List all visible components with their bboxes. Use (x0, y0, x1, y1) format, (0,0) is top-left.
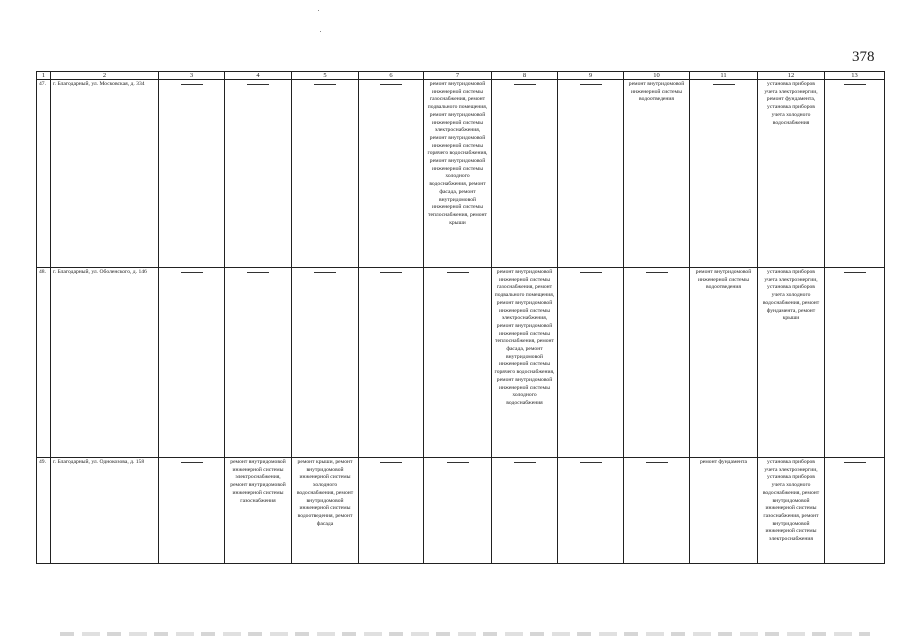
empty-cell (690, 80, 758, 268)
dash-line (247, 272, 269, 273)
page-number: 378 (852, 49, 875, 65)
work-cell: установка приборов учета электроэнергии, установка приборов учета холодного водоснабжения, ремонт фундамента, ремонт крыши (758, 268, 825, 458)
dash-line (580, 462, 602, 463)
dash-line (181, 84, 203, 85)
work-cell: установка приборов учета электроэнергии, ремонт фундамента, установка приборов учета холодного водоснабжения (758, 80, 825, 268)
dash-line (646, 272, 668, 273)
empty-cell (424, 458, 492, 564)
empty-cell (359, 80, 424, 268)
dash-line (380, 272, 402, 273)
work-cell: ремонт фундамента (690, 458, 758, 564)
column-header: 7 (424, 72, 492, 80)
address-cell: г. Благодарный, ул. Московская, д. 334 (51, 80, 159, 268)
empty-cell (624, 268, 690, 458)
empty-cell (825, 458, 885, 564)
column-header: 5 (292, 72, 359, 80)
column-header: 11 (690, 72, 758, 80)
table-row (37, 458, 885, 564)
empty-cell (492, 458, 558, 564)
empty-cell (359, 268, 424, 458)
dash-line (314, 272, 336, 273)
empty-cell (558, 268, 624, 458)
work-cell: ремонт внутридомовой инженерной системы водоотведения (624, 80, 690, 268)
work-cell: ремонт крыши, ремонт внутридомовой инженерной системы холодного водоснабжения, ремонт внутридомовой инженерной системы водоотведения, ремонт фасада (292, 458, 359, 564)
column-header: 8 (492, 72, 558, 80)
dash-line (844, 84, 866, 85)
empty-cell (225, 268, 292, 458)
dash-line (713, 84, 735, 85)
work-cell: установка приборов учета электроэнергии, установка приборов учета холодного водоснабжения, ремонт внутридомовой инженерной системы газоснабжения, ремонт внутридомовой инженерной системы электроснабжения (758, 458, 825, 564)
empty-cell (424, 268, 492, 458)
row-number: 49. (37, 458, 51, 564)
dash-line (580, 272, 602, 273)
empty-cell (159, 458, 225, 564)
column-header: 3 (159, 72, 225, 80)
column-header: 13 (825, 72, 885, 80)
column-header: 9 (558, 72, 624, 80)
address-cell: г. Благодарный, ул. Оболенского, д. 146 (51, 268, 159, 458)
scan-noise (60, 632, 870, 636)
column-header: 10 (624, 72, 690, 80)
work-cell: ремонт внутридомовой инженерной системы водоотведения (690, 268, 758, 458)
scan-speck (318, 10, 319, 11)
column-number-row (37, 72, 885, 80)
empty-cell (159, 80, 225, 268)
dash-line (447, 462, 469, 463)
address-cell: г. Благодарный, ул. Однокозова, д. 158 (51, 458, 159, 564)
table-row (37, 80, 885, 268)
column-header: 1 (37, 72, 51, 80)
dash-line (514, 84, 536, 85)
dash-line (844, 272, 866, 273)
empty-cell (825, 80, 885, 268)
dash-line (844, 462, 866, 463)
column-header: 6 (359, 72, 424, 80)
work-cell: ремонт внутридомовой инженерной системы газоснабжения, ремонт подвального помещения, ремонт внутридомовой инженерной системы электроснабжения, ремонт внутридомовой инженерной системы горячего водоснабжения, ремонт внутридомовой инженерной системы холодного водоснабжения, ремонт фасада, ремонт внутридомовой инженерной системы теплоснабжения, ремонт крыши (424, 80, 492, 268)
scan-speck (320, 31, 321, 32)
dash-line (514, 462, 536, 463)
work-cell: ремонт внутридомовой инженерной системы электроснабжения, ремонт внутридомовой инженерной системы газоснабжения (225, 458, 292, 564)
dash-line (247, 84, 269, 85)
empty-cell (359, 458, 424, 564)
empty-cell (558, 80, 624, 268)
empty-cell (225, 80, 292, 268)
dash-line (181, 272, 203, 273)
work-schedule-table (36, 71, 885, 564)
empty-cell (558, 458, 624, 564)
column-header: 4 (225, 72, 292, 80)
dash-line (380, 462, 402, 463)
empty-cell (492, 80, 558, 268)
empty-cell (624, 458, 690, 564)
dash-line (447, 272, 469, 273)
dash-line (646, 462, 668, 463)
dash-line (580, 84, 602, 85)
work-cell: ремонт внутридомовой инженерной системы газоснабжения, ремонт подвального помещения, ремонт внутридомовой инженерной системы электроснабжения, ремонт внутридомовой инженерной системы теплоснабжения, ремонт фасада, ремонт внутридомовой инженерной системы горячего водоснабжения, ремонт внутридомовой инженерной системы холодного водоснабжения (492, 268, 558, 458)
column-header: 2 (51, 72, 159, 80)
row-number: 47. (37, 80, 51, 268)
row-number: 48. (37, 268, 51, 458)
empty-cell (292, 268, 359, 458)
empty-cell (159, 268, 225, 458)
column-header: 12 (758, 72, 825, 80)
dash-line (314, 84, 336, 85)
empty-cell (825, 268, 885, 458)
dash-line (380, 84, 402, 85)
table-row (37, 268, 885, 458)
empty-cell (292, 80, 359, 268)
dash-line (181, 462, 203, 463)
